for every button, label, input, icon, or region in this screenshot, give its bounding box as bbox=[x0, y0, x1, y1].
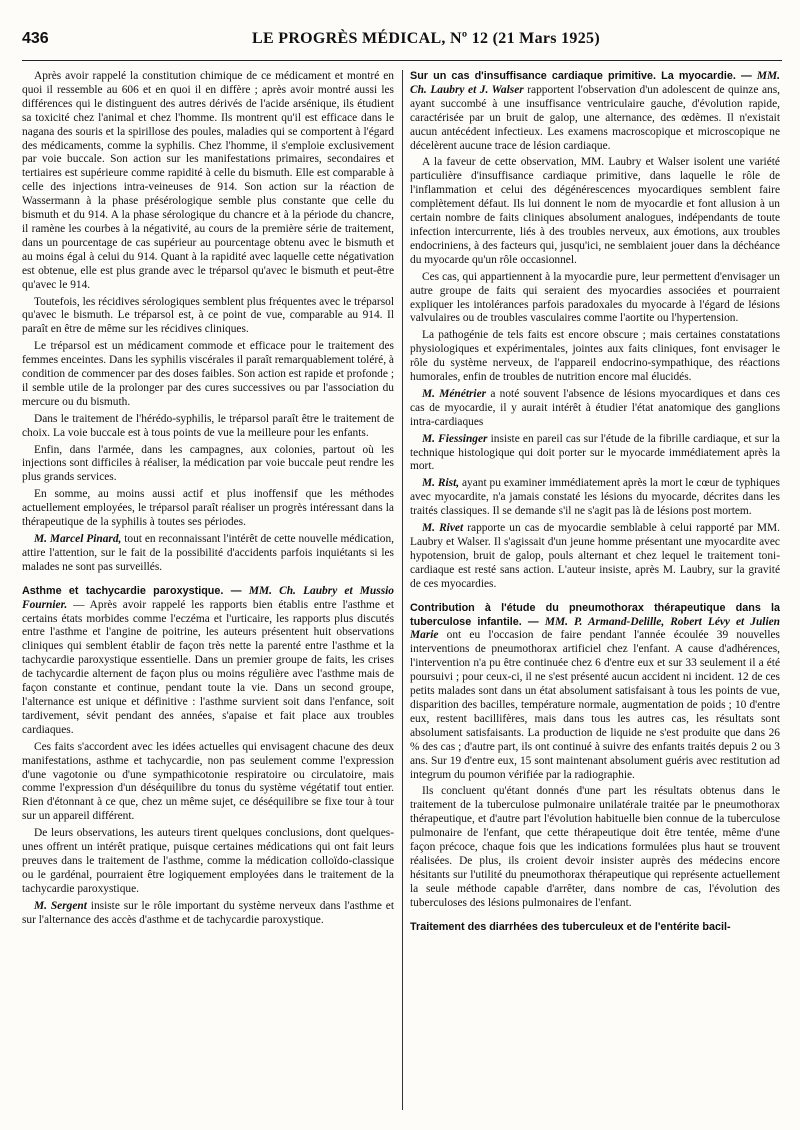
speaker-name: M. Rivet bbox=[422, 522, 464, 535]
paragraph: De leurs observations, les auteurs tirent quelques conclusions, dont quelques-unes offrent un intérêt pratique, puisque certaines médications qui ont fait leurs preuves dans le traitement de l'asthme, comme la médication colloïdo-classique ou le gardénal, pourraient être logiquement employées dans le traitement de la tachycardie paroxystique. bbox=[22, 827, 394, 895]
journal-title: LE PROGRÈS MÉDICAL, Nº 12 (21 Mars 1925) bbox=[252, 30, 600, 47]
author-names: MM. P. Armand-Delille, Robert Lévy et Julien Marie bbox=[410, 615, 780, 642]
paragraph: Après avoir rappelé la constitution chimique de ce médicament et montré en quoi il ressemble au 606 et en quoi il en diffère ; après avoir montré aussi les différences qui le distinguent des autres dérivés de l'acide arsénique, ils étudient sa toxicité chez l'animal et chez l'homme. Ils montrent qu'il est efficace dans le nagana des souris et la spirillose des poules, maladies qui se comportent à l'égard des médicaments, comme la syphilis. Chez l'homme, il s'emploie exclusivement par voie buccale. Son action sur les manifestations primaires, secondaires et tertiaires est supérieure comme rapidité à celle du bismuth. Elle est comparable à celle des injections intra-veineuses de 914. Son action sur la réaction de Wassermann à la phase présérologique semble plus constante que celle du bismuth et du 914. A la phase sérologique du chancre et à la période du chancre, il ramène les courbes à la négativité, au cours de la première série de traitement, dans un pourcentage de cas supérieur au pourcentage obtenu avec le bismuth et au moins égal à celui du 914. Quant à la rapidité avec laquelle cette négativation est obtenue, elle est plus grande avec le tréparsol qu'avec le bismuth et peut-être qu'avec le 914. bbox=[22, 70, 394, 291]
paragraph: Enfin, dans l'armée, dans les campagnes, aux colonies, partout où les injections sont difficiles à réaliser, la médication par voie buccale peut rendre les plus grands services. bbox=[22, 443, 394, 484]
section-paragraph bbox=[22, 585, 394, 738]
paragraph bbox=[410, 388, 780, 430]
paragraph-text: insiste sur le rôle important du système nerveux dans l'asthme et sur l'alternance des accès d'asthme et de tachycardie paroxystique. bbox=[22, 899, 394, 926]
speaker-name: M. Ménétrier bbox=[422, 387, 487, 400]
paragraph: Le tréparsol est un médicament commode et efficace pour le traitement des femmes enceintes. Dans les syphilis viscérales il paraît remarquablement toléré, à condition de commencer par des doses faibles. Son action est rapide et profonde ; il semble utile de la prolonger par des cures successives ou par l'association du mercure ou du bismuth. bbox=[22, 340, 394, 408]
paragraph-text: ayant pu examiner immédiatement après la mort le cœur de typhiques avec myocardite, n'a jamais constaté les lésions du myocarde, décrites dans les traités classiques. Il se demande s'il ne s'agit pas là de lésions post mortem. bbox=[410, 477, 780, 518]
paragraph: A la faveur de cette observation, MM. Laubry et Walser isolent une variété particulière d'insuffisance cardiaque primitive, dans laquelle le rôle de l'inflammation et celui des dégénérescences myocardiques semblent faire complètement défaut. Ils lui donnent le nom de myocardie et font allusion à un certain nombre de faits cliniques absolument analogues, indépendants de toute infection intercurrente, liés à des troubles nerveux, aux émotions, aux troubles endocriniens, à des facteurs qui, jusqu'ici, ne semblaient jouer dans la déchéance du myocarde qu'un rôle occasionnel. bbox=[410, 156, 780, 266]
paragraph bbox=[410, 477, 780, 519]
speaker-name: M. Sergent bbox=[34, 899, 87, 912]
left-column bbox=[22, 70, 394, 930]
paragraph: Ils concluent qu'étant donnés d'une part les résultats obtenus dans le traitement de la tuberculose pulmonaire unilatérale traitée par le pneumothorax thérapeutique, et d'autre part l'évolution habituelle bien connue de la tuberculose pulmonaire de l'enfant, que cette thérapeutique doit être tentée, même d'une façon précoce, chaque fois que les indications formulées plus haut se trouvent réalisées. De plus, ils croient devoir insister auprès des médecins encore hésitants sur l'utilité du pneumothorax thérapeutique qui représente actuellement la seule méthode capable d'arrêter, dans nombre de cas, l'évolution des tuberculoses des lésions pulmonaires de l'enfant. bbox=[410, 785, 780, 909]
paragraph: Ces cas, qui appartiennent à la myocardie pure, leur permettent d'envisager un autre groupe de faits qui seraient des myocardies associées et pourraient expliquer les intolérances parfois paradoxales du myocarde à l'égard de lésions valvulaires ou de troubles vasculaires comme l'aortite ou l'hypertension. bbox=[410, 270, 780, 325]
paragraph-text: ont eu l'occasion de faire pendant l'année écoulée 39 nouvelles interventions de pneumothorax artificiel chez l'enfant. A cause d'adhérences, l'intervention n'a pu être continuée chez 6 d'entre eux et sur 33 seulement il a été poursuivi ; pour ceux-ci, il ne s'est présenté aucun accident ni incident. 12 de ces petits malades sont dans un état absolument satisfaisant à tous les points de vue, disparition des bacilles, température normale, augmentation de poids ; 10 d'entre eux, restent bacillifères, mais dans tous les autres cas, les résultats sont absolument satisfaisants. La production de liquide ne s'est produite que dans 26 % des cas ; d'autre part, ils ont continué à suivre des enfants traités depuis 2 ou 3 ans. Sur 19 d'entre eux, 15 sont maintenant absolument guéris avec restitution ad integrum du poumon vérifiée par la radiographie. bbox=[410, 629, 780, 781]
paragraph: En somme, au moins aussi actif et plus inoffensif que les méthodes actuellement employées, le tréparsol paraît réaliser un progrès intéressant dans la thérapeutique de la syphilis à toutes ses périodes. bbox=[22, 488, 394, 529]
speaker-name: M. Rist, bbox=[422, 477, 460, 490]
paragraph-text: tout en reconnaissant l'intérêt de cette nouvelle médication, attire l'attention, sur le fait de la possibilité d'accidents parfois inquiétants si les malades ne sont pas surveillés. bbox=[22, 533, 394, 573]
section-heading: Traitement des diarrhées des tuberculeux et de l'entérite bacil- bbox=[410, 920, 731, 933]
paragraph bbox=[410, 522, 780, 592]
paragraph-text: a noté souvent l'absence de lésions myocardiques et dans ces cas de myocardie, il y aurait intérêt à étudier l'état anatomique des ganglions intra-cardiaques bbox=[410, 387, 780, 428]
speaker-name: M. Fiessinger bbox=[422, 432, 488, 445]
paragraph bbox=[22, 533, 394, 575]
running-header bbox=[22, 30, 782, 61]
paragraph: La pathogénie de tels faits est encore obscure ; mais certaines constatations physiologiques et expérimentales, jointes aux faits cliniques, font envisager le rôle du système nerveux, de l'appareil endocrino-sympathique, des réactions humorales, enfin de troubles de nutrition encore mal élucidés. bbox=[410, 329, 780, 384]
author-names: MM. Ch. Laubry et J. Walser bbox=[410, 70, 780, 96]
author-names: MM. Ch. Laubry et Mussio Fournier. bbox=[22, 584, 394, 611]
paragraph-text: rapporte un cas de myocardie semblable à celui rapporté par MM. Laubry et Walser. Il s'agissait d'un jeune homme présentant une myocardite avec hypotension, bruit de galop, pouls alternant et chez lequel le traitement toni-cardiaque est resté sans action. L'auteur insiste, après M. Laubry, sur la gravité de ces myocardies. bbox=[410, 522, 780, 590]
paragraph: Dans le traitement de l'hérédo-syphilis, le tréparsol paraît être le traitement de choix. La voie buccale est à tous points de vue la meilleure pour les enfants. bbox=[22, 412, 394, 439]
section-paragraph bbox=[410, 602, 780, 783]
page-number: 436 bbox=[22, 30, 49, 47]
article-columns bbox=[22, 70, 782, 1110]
paragraph-text: insiste en pareil cas sur l'étude de la fibrille cardiaque, et sur la technique histologique qui doit porter sur le myocarde immédiatement après la mort. bbox=[410, 432, 780, 473]
paragraph bbox=[22, 900, 394, 928]
paragraph: Toutefois, les récidives sérologiques semblent plus fréquentes avec le tréparsol qu'avec le bismuth. Le tréparsol est, à ce point de vue, comparable au 914. Il paraît en être de même sur les récidives cliniques. bbox=[22, 295, 394, 336]
right-column bbox=[410, 70, 780, 937]
section-heading: Sur un cas d'insuffisance cardiaque primitive. La myocardie. — bbox=[410, 70, 757, 82]
section-heading: Contribution à l'étude du pneumothorax thérapeutique dans la tuberculose infantile. — bbox=[410, 601, 780, 628]
paragraph-text: — Après avoir rappelé les rapports bien établis entre l'asthme et certains états morbides comme l'eczéma et l'urticaire, les rapports plus discutés entre l'asthme et l'angine de poitrine, les auteurs présentent huit observations cliniques qui semblent établir de façon très nette la parenté entre l'asthme et la tachycardie paroxystique essentielle. Dans un premier groupe de faits, les crises de tachycardie alternent de façon plus ou moins régulière avec l'asthme mais de façon constante et continue, pendant toute la vie. Dans un second groupe, l'alternance est unique et définitive : l'asthme survient soit dans l'enfance, soit tardivement, sévit pendant des années, s'apaise et fait place aux troubles cardiaques. bbox=[22, 598, 394, 736]
column-rule bbox=[402, 70, 403, 1110]
section-paragraph bbox=[410, 70, 780, 153]
speaker-name: M. Marcel Pinard, bbox=[34, 533, 122, 545]
paragraph bbox=[410, 433, 780, 475]
paragraph: Ces faits s'accordent avec les idées actuelles qui envisagent chacune des deux manifestations, asthme et tachycardie, non pas seulement comme l'expression d'une vagotonie ou d'une sympathicotonie respiratoire ou circulatoire, mais comme l'expression d'un déséquilibre du tonus du système végétatif tout entier. Rien d'étonnant à ce que, chez un même sujet, ce déséquilibre se fixe tour à tour sur un appareil différent. bbox=[22, 740, 394, 823]
section-heading: Asthme et tachycardie paroxystique. — bbox=[22, 584, 249, 597]
paragraph-text: rapportent l'observation d'un adolescent de quinze ans, ayant succombé à une insuffisance ventriculaire gauche, d'évolution rapide, caractérisée par un bruit de galop, une alternance, des œdèmes. Il n'existait aucun antécédent infectieux. Les examens macroscopique et microscopique ne décelèrent aucune trace de lésion cardiaque. bbox=[410, 83, 780, 152]
